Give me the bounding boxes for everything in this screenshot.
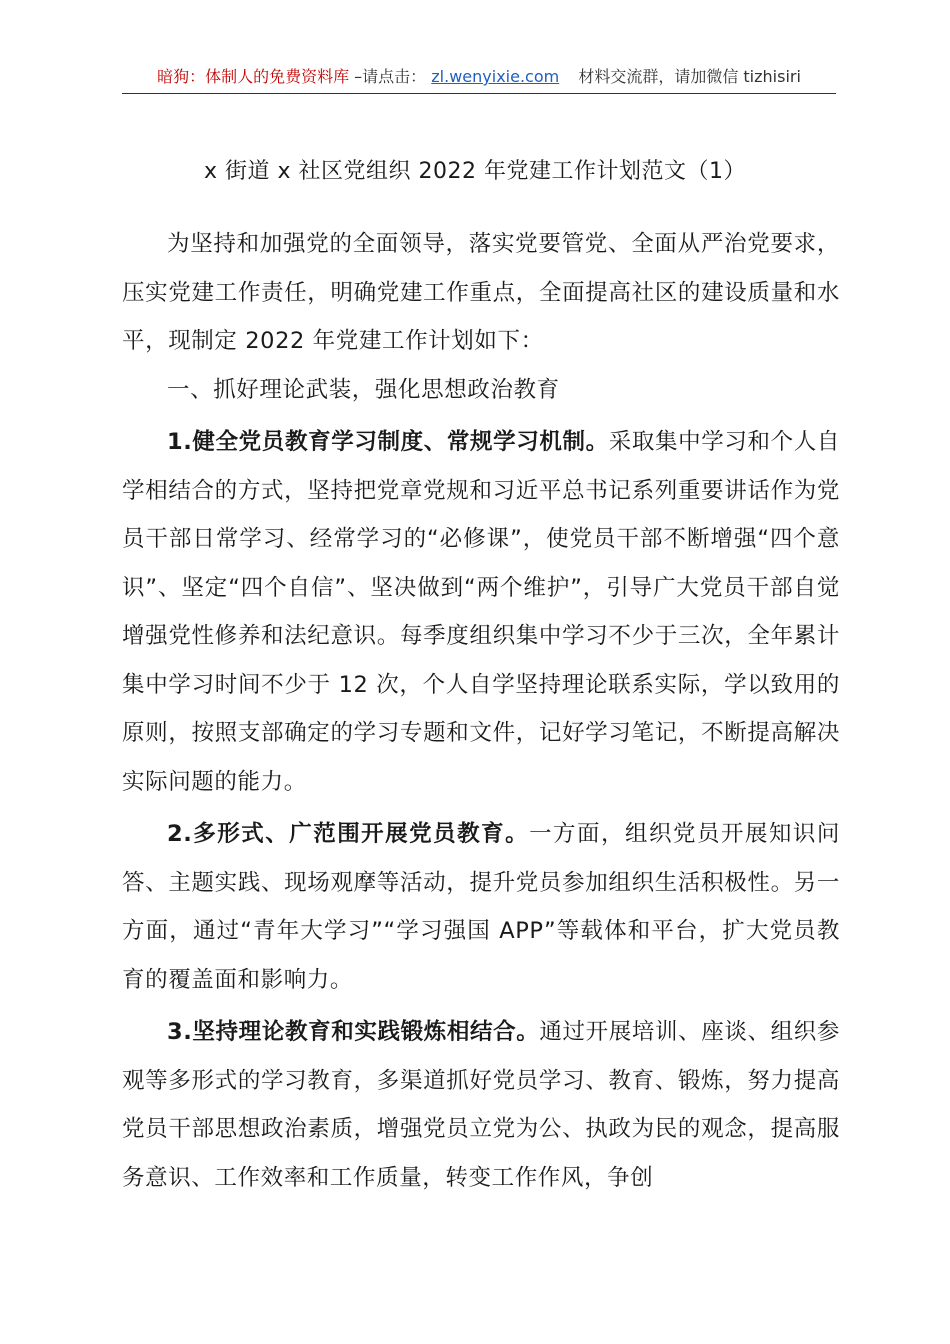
paragraph-2-text: 一方面，组织党员开展知识问答、主题实践、现场观摩等活动，提升党员参加组织生活积极性。另一方面，通过“青年大学习”“学习强国 APP”等载体和平台，扩大党员教育的覆盖面和影响力。 xyxy=(122,821,840,993)
paragraph-3-heading: 3.坚持理论教育和实践锻炼相结合。 xyxy=(167,1019,540,1045)
paragraph-3-text: 通过开展培训、座谈、组织参观等多形式的学习教育，多渠道抓好党员学习、教育、锻炼，努力提高党员干部思想政治素质，增强党员立党为公、执政为民的观念，提高服务意识、工作效率和工作质量，转变工作作风，争创 xyxy=(122,1019,840,1191)
paragraph-1-heading: 1.健全党员教育学习制度、常规学习机制。 xyxy=(167,429,609,455)
intro-paragraph: 为坚持和加强党的全面领导，落实党要管党、全面从严治党要求，压实党建工作责任，明确党建工作重点，全面提高社区的建设质量和水平，现制定 2022 年党建工作计划如下： xyxy=(122,231,840,354)
paragraph-1-text: 采取集中学习和个人自学相结合的方式，坚持把党章党规和习近平总书记系列重要讲话作为党员干部日常学习、经常学习的“必修课”，使党员干部不断增强“四个意识”、坚定“四个自信”、坚决做到“两个维护”，引导广大党员干部自觉增强党性修养和法纪意识。每季度组织集中学习不少于三次，全年累计集中学习时间不少于 12 次，个人自学坚持理论联系实际，学以致用的原则，按照支部确定的学习专题和文件，记好学习笔记，不断提高解决实际问题的能力。 xyxy=(122,429,840,795)
header-link[interactable]: zl.wenyixie.com xyxy=(431,67,560,86)
document-title: x 街道 x 社区党组织 2022 年党建工作计划范文（1） xyxy=(204,159,746,184)
header-brand: 暗狗：体制人的免费资料库 xyxy=(157,67,350,86)
header-divider xyxy=(122,93,836,94)
paragraph-2 xyxy=(122,810,840,1004)
document-body xyxy=(122,220,840,1202)
page-header xyxy=(122,66,836,88)
paragraph-2-heading: 2.多形式、广范围开展党员教育。 xyxy=(167,821,530,847)
paragraph-3 xyxy=(122,1008,840,1202)
section-heading: 一、抓好理论武装，强化思想政治教育 xyxy=(167,376,560,403)
paragraph-1 xyxy=(122,418,840,806)
header-contact: 材料交流群，请加微信 tizhisiri xyxy=(578,67,801,86)
header-click-prompt: –请点击： xyxy=(354,67,427,86)
